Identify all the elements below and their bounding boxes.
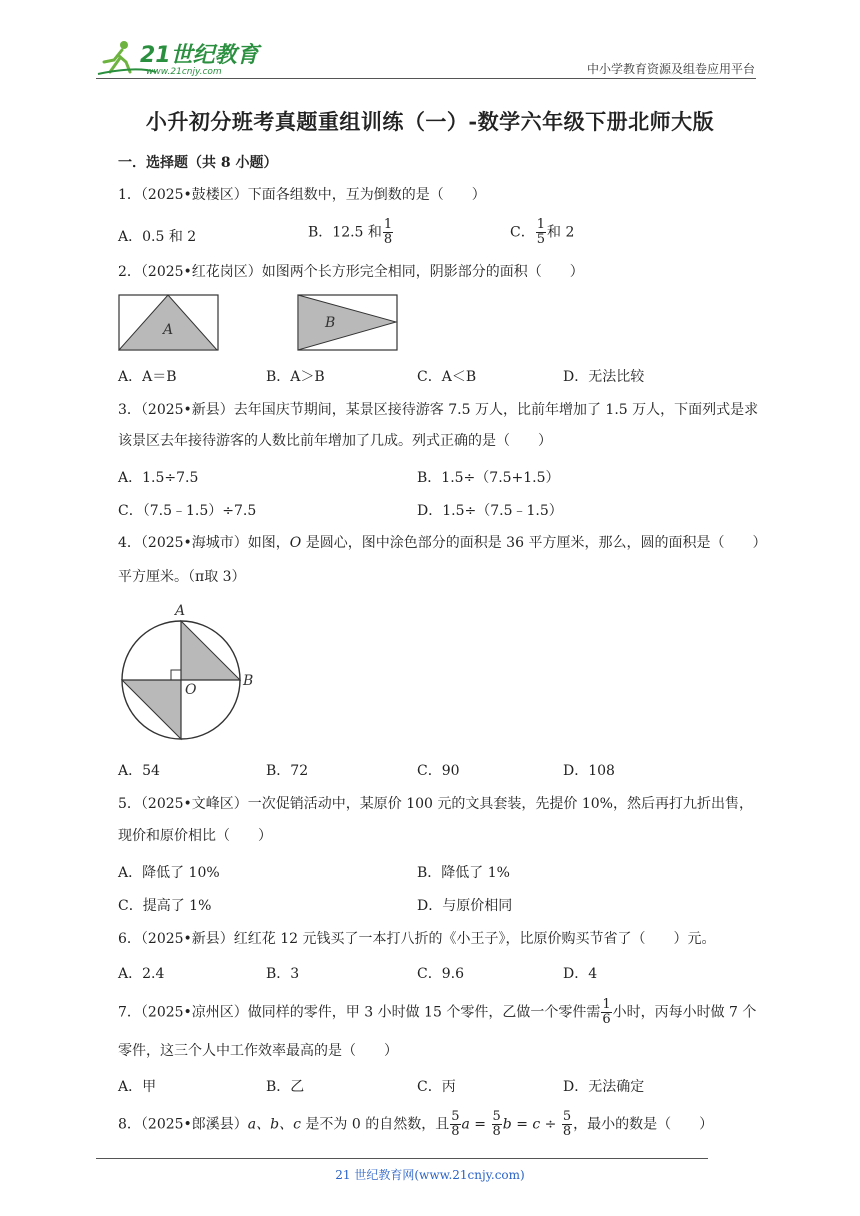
- question-8: 8．（2025•郎溪县）a、b、c 是不为 0 的自然数，且 $\frac{5}{8}$ a = $\frac{5}{8}$ b = c ÷ $\frac{5}{8}$ ，最小的数是（ ）: [118, 1109, 714, 1139]
- question-1: 1．（2025•鼓楼区）下面各组数中，互为倒数的是（ ）: [118, 187, 486, 203]
- q2-option-b: B．A＞B: [266, 369, 325, 385]
- question-7-line-2: 零件，这三个人中工作效率最高的是（ ）: [118, 1043, 398, 1059]
- question-4-line-1: 4．（2025•海城市）如图，O 是圆心，图中涂色部分的面积是 36 平方厘米，那么，圆的面积是（ ）: [118, 535, 767, 551]
- q2-label-a: A: [163, 322, 174, 338]
- q2-option-d: D．无法比较: [563, 369, 645, 385]
- q7-option-a: A．甲: [118, 1079, 157, 1095]
- q4-label-o: O: [185, 682, 197, 698]
- q2-option-c: C．A＜B: [417, 369, 477, 385]
- q7-option-b: B．乙: [266, 1079, 305, 1095]
- q2-option-a: A．A＝B: [118, 369, 177, 385]
- site-logo: [96, 36, 266, 78]
- question-4-line-2: 平方厘米。（π取 3）: [118, 569, 246, 585]
- question-7-line-1: 7．（2025•凉州区）做同样的零件，甲 3 小时做 15 个零件，乙做一个零件需 $\frac{1}{6}$ 小时，丙每小时做 7 个: [118, 997, 757, 1027]
- q3-option-d: D．1.5÷（7.5﹣1.5）: [417, 503, 563, 519]
- q2-label-b: B: [325, 315, 336, 331]
- footer-divider: [96, 1158, 708, 1159]
- page-title: 小升初分班考真题重组训练（一）-数学六年级下册北师大版: [145, 109, 715, 134]
- q6-option-b: B．3: [266, 966, 300, 982]
- question-2: 2．（2025•红花岗区）如图两个长方形完全相同，阴影部分的面积（ ）: [118, 264, 584, 280]
- question-3-line-1: 3．（2025•新县）去年国庆节期间，某景区接待游客 7.5 万人，比前年增加了 1.5 万人，下面列式是求: [118, 402, 759, 418]
- footer-link[interactable]: 21 世纪教育网(www.21cnjy.com): [335, 1168, 525, 1182]
- q4-label-a: A: [175, 603, 186, 619]
- q4-label-b: B: [243, 673, 254, 689]
- q1-option-c: C． $\frac{1}{5}$ 和 2: [510, 217, 575, 247]
- q7-option-d: D．无法确定: [563, 1079, 645, 1095]
- q6-option-a: A．2.4: [118, 966, 165, 982]
- svg-text:www.21cnjy.com: www.21cnjy.com: [146, 67, 222, 77]
- q5-option-c: C．提高了 1%: [118, 898, 212, 914]
- q5-option-d: D．与原价相同: [417, 898, 513, 914]
- q3-option-b: B．1.5÷（7.5+1.5）: [417, 470, 560, 486]
- q3-option-a: A．1.5÷7.5: [118, 470, 199, 486]
- q4-option-c: C．90: [417, 763, 460, 779]
- question-6: 6．（2025•新县）红红花 12 元钱买了一本打八折的《小王子》，比原价购买节省了（ ）元。: [118, 931, 716, 947]
- q1-option-a: A．0.5 和 2: [118, 229, 197, 245]
- q7-option-c: C．丙: [417, 1079, 456, 1095]
- svg-text:21世纪教育: 21世纪教育: [140, 43, 259, 68]
- q4-option-b: B．72: [266, 763, 309, 779]
- q5-option-b: B．降低了 1%: [417, 865, 510, 881]
- platform-name: 中小学教育资源及组卷应用平台: [586, 62, 755, 76]
- q3-option-c: C．（7.5﹣1.5）÷7.5: [118, 503, 257, 519]
- q4-circle-figure: [112, 600, 262, 742]
- question-5-line-1: 5．（2025•文峰区）一次促销活动中，某原价 100 元的文具套装，先提价 10%，然后再打九折出售，: [118, 796, 753, 812]
- q1-option-b: B．12.5 和 $\frac{1}{8}$: [308, 217, 393, 247]
- q6-option-c: C．9.6: [417, 966, 464, 982]
- q2-figure-b: [297, 294, 399, 352]
- q2-figure-a: [118, 294, 220, 352]
- q4-option-a: A．54: [118, 763, 160, 779]
- question-3-line-2: 该景区去年接待游客的人数比前年增加了几成。列式正确的是（ ）: [118, 433, 552, 449]
- header-divider: [96, 78, 756, 79]
- question-5-line-2: 现价和原价相比（ ）: [118, 828, 272, 844]
- q5-option-a: A．降低了 10%: [118, 865, 220, 881]
- q6-option-d: D．4: [563, 966, 598, 982]
- section-heading: 一．选择题（共 8 小题）: [118, 155, 278, 171]
- q4-option-d: D．108: [563, 763, 615, 779]
